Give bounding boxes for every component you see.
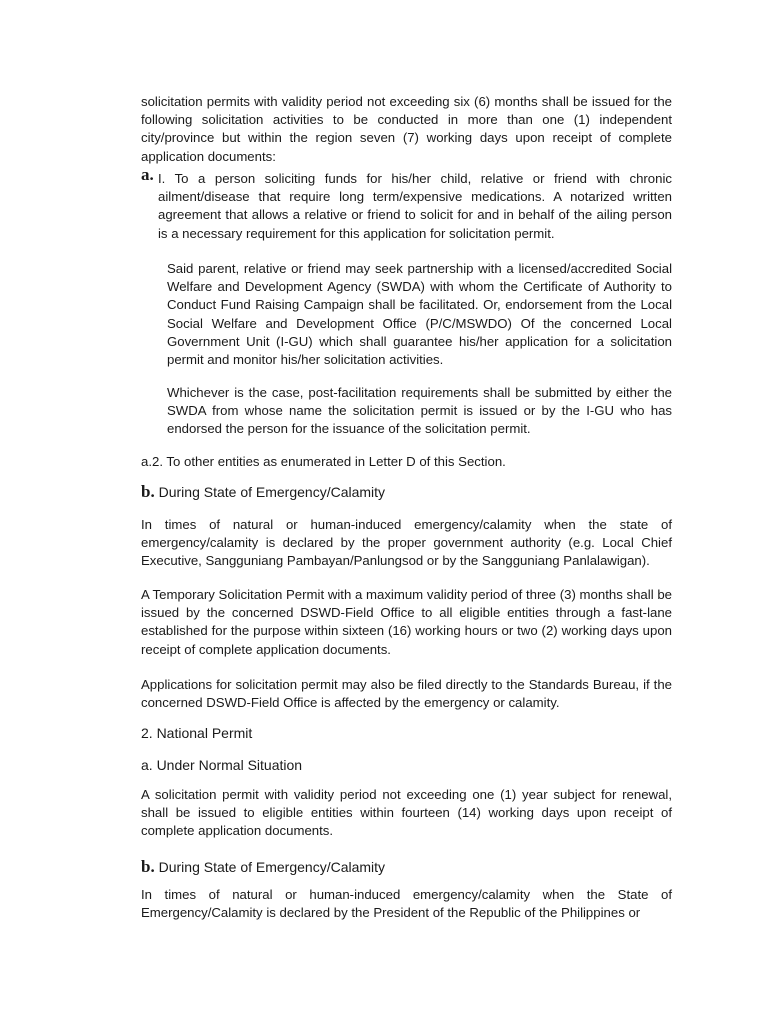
section-b1-paragraph-3: Applications for solicitation permit may also be filed directly to the Standards Bureau, if the concerned DSWD-Field Office is affected by the emergency or calamity. xyxy=(141,677,672,711)
national-permit-heading: 2. National Permit xyxy=(141,725,253,741)
section-a-partnership-paragraph: Said parent, relative or friend may seek partnership with a licensed/accredited Social Welfare and Development Agency (SWDA) with whom the Certificate of Authority to Conduct Fund Raising Campaign shall be facilitated. Or, endorsement from the Local Social Welfare and Development Office (P/C/MSWDO) Of the concerned Local Government Unit (I-GU) which shall guarantee his/her application for a solicitation permit and monitor his/her solicitation activities. xyxy=(167,261,672,368)
section-a-post-facilitation-paragraph: Whichever is the case, post-facilitation requirements shall be submitted by either the SWDA from whose name the solicitation permit is issued or by the I-GU who has endorsed the person for the issuance of the solicitation permit. xyxy=(167,385,672,437)
section-b2-paragraph: In times of natural or human-induced emergency/calamity when the State of Emergency/Calamity is declared by the President of the Republic of the Philippines or xyxy=(141,887,672,921)
section-b2-title: During State of Emergency/Calamity xyxy=(158,859,386,875)
section-b2-marker: b. xyxy=(141,857,155,876)
section-b1-paragraph-1: In times of natural or human-induced emergency/calamity when the state of emergency/calamity is declared by the proper government authority (e.g. Local Chief Executive, Sangguniang Pambayan/Panlungsod or by the Sangguniang Panlalawigan). xyxy=(141,517,672,569)
section-b1-marker: b. xyxy=(141,482,155,501)
section-b1-heading xyxy=(141,482,385,502)
section-a2-line: a.2. To other entities as enumerated in Letter D of this Section. xyxy=(141,454,506,469)
section-b1-title: During State of Emergency/Calamity xyxy=(158,484,386,500)
intro-paragraph: solicitation permits with validity period not exceeding six (6) months shall be issued for the following solicitation activities to be conducted in more than one (1) independent city/province but within the region seven (7) working days upon receipt of complete application documents: xyxy=(141,94,672,164)
normal-situation-heading: a. Under Normal Situation xyxy=(141,757,303,773)
section-a-marker: a. xyxy=(141,165,154,184)
section-b2-heading xyxy=(141,857,385,877)
section-a-item-text: I. To a person soliciting funds for his/her child, relative or friend with chronic ailment/disease that require long term/expensive medications. A notarized written agreement that allows a relative or friend to solicit for and in behalf of the ailing person is a necessary requirement for this application for solicitation permit. xyxy=(158,171,672,241)
section-b1-paragraph-2: A Temporary Solicitation Permit with a maximum validity period of three (3) months shall be issued by the concerned DSWD-Field Office to all eligible entities through a fast-lane established for the purpose within sixteen (16) working hours or two (2) working days upon receipt of complete application documents. xyxy=(141,587,672,657)
normal-situation-paragraph: A solicitation permit with validity period not exceeding one (1) year subject for renewal, shall be issued to eligible entities within fourteen (14) working days upon receipt of complete application documents. xyxy=(141,787,672,839)
